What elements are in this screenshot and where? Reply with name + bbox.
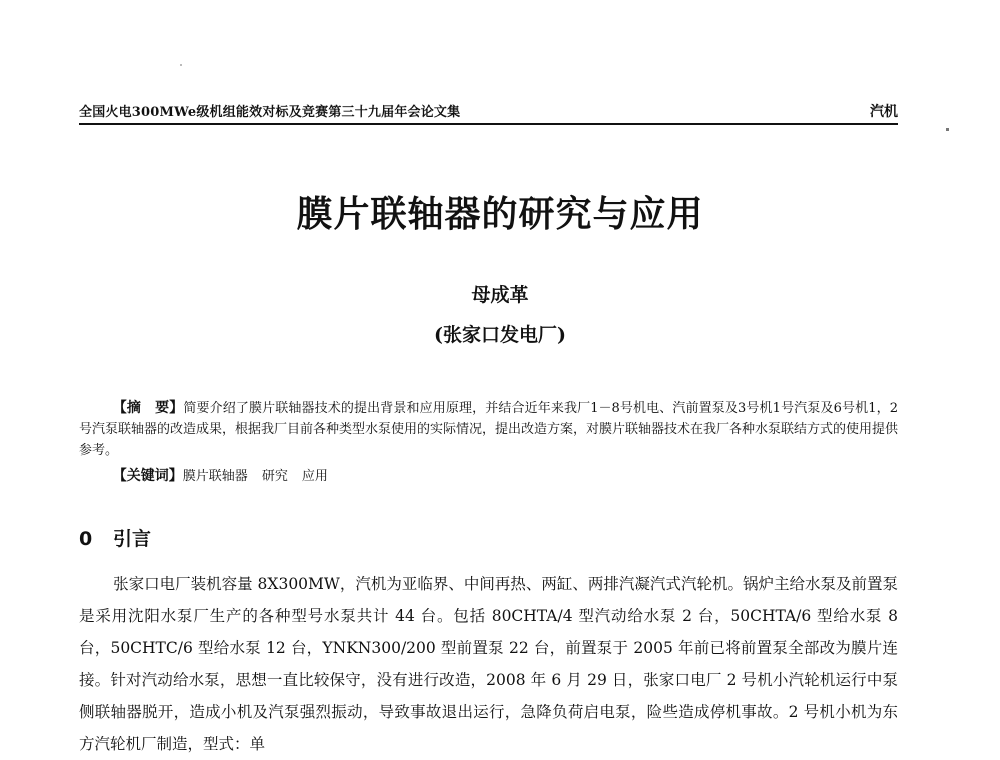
section-title: 引言 [113,528,152,550]
abstract-text: 简要介绍了膜片联轴器技术的提出背景和应用原理，并结合近年来我厂1－8号机电、汽前置泵及3号机1号汽泵及6号机1，2号汽泵联轴器的改造成果，根据我厂目前各种类型水泵使用的实际情况，提出改造方案，对膜片联轴器技术在我厂各种水泵联结方式的使用提供参考。 [79,401,899,458]
section-category: 汽机 [870,104,898,120]
journal-title: 全国火电300MWe级机组能效对标及竞赛第三十九届年会论文集 [79,105,461,120]
keyword-item: 膜片联轴器 [182,469,248,484]
paper-title: 膜片联轴器的研究与应用 [296,194,704,235]
scan-speck [946,128,949,131]
abstract-label: 【摘 要】 [112,400,184,416]
author-affiliation: (张家口发电厂) [434,324,566,346]
body-paragraph [79,568,898,760]
author-name: 母成革 [471,284,529,306]
section-number: 0 [79,528,93,550]
abstract [79,398,898,461]
keyword-item: 研究 [261,469,288,484]
paragraph-text: 张家口电厂装机容量 8X300MW，汽机为亚临界、中间再热、两缸、两排汽凝汽式汽轮机。锅炉主给水泵及前置泵是采用沈阳水泵厂生产的各种型号水泵共计 44 台。包括 80CHTA/4 型汽动给水泵 2 台，50CHTA/6 型给水泵 8 台，50CHTC/6 型给水泵 12 台，YNKN300/200 型前置泵 22 台，前置泵于 2005 年前已将前置泵全部改为膜片连接。针对汽动给水泵，思想一直比较保守，没有进行改造，2008 年 6 月 29 日，张家口电厂 2 号机小汽轮机运行中泵侧联轴器脱开，造成小机及汽泵强烈振动，导致事故退出运行，急降负荷启电泵，险些造成停机事故。2 号机小机为东方汽轮机厂制造，型式：单 [79,575,898,753]
keywords [79,466,898,487]
scan-speck [180,64,182,66]
keyword-item: 应用 [301,469,328,484]
running-header [79,101,898,125]
section-heading [79,524,151,551]
keywords-label: 【关键词】 [112,468,183,484]
